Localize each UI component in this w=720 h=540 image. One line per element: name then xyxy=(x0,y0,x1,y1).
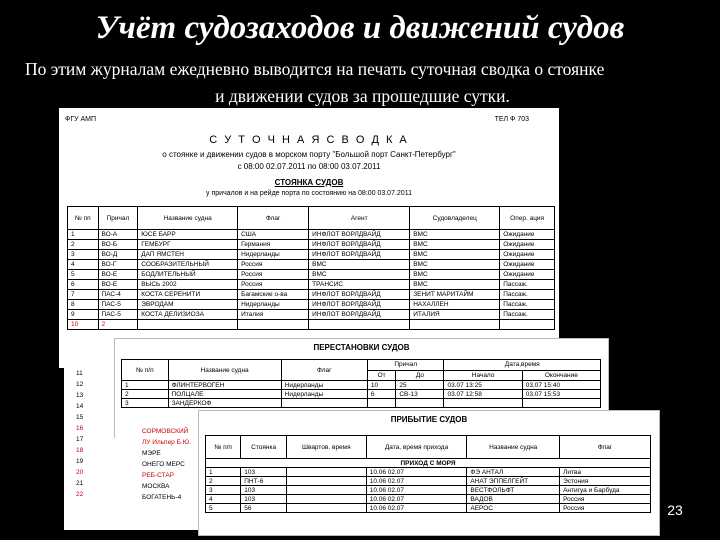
table-cell xyxy=(286,504,366,513)
table-cell: Ожидание xyxy=(500,240,555,250)
table-cell: 03.07 12:58 xyxy=(444,390,522,399)
table-cell: 4 xyxy=(206,495,241,504)
col-header: № пп xyxy=(68,207,99,230)
table-cell xyxy=(286,486,366,495)
row-number: 11 xyxy=(76,370,83,377)
table-cell: Эстония xyxy=(560,477,651,486)
parking-table xyxy=(67,206,555,330)
table-row xyxy=(68,280,555,290)
table-cell: ЗАНДЕРКОФ xyxy=(168,399,281,408)
table-cell: 5 xyxy=(68,270,99,280)
table-cell: ВМС xyxy=(410,280,500,290)
table-row xyxy=(206,495,651,504)
col-header: Опер. ация xyxy=(500,207,555,230)
table-cell xyxy=(444,399,522,408)
table-cell: Германия xyxy=(238,240,309,250)
table-cell: Пассаж. xyxy=(500,300,555,310)
row-number: 13 xyxy=(76,392,84,399)
col-header: Судовладелец xyxy=(410,207,500,230)
doc-header-left: ФГУ АМП xyxy=(65,116,97,123)
col-header: Стоянка xyxy=(241,436,287,459)
table-cell: АНАТ ЭППЕЛГЕЙТ xyxy=(467,477,560,486)
table-cell: 10.06 02.07 xyxy=(366,486,467,495)
table-cell: ИНФЛОТ ВОРЛДВАЙД xyxy=(309,230,410,240)
table-cell: Багамские о-ва xyxy=(238,290,309,300)
table-cell: 2 xyxy=(206,477,241,486)
row-number: 21 xyxy=(76,480,84,487)
relocations-table-header xyxy=(122,360,601,371)
table-cell: 10.06 02.07 xyxy=(366,477,467,486)
table-cell: 2 xyxy=(122,390,169,399)
table-cell: Ожидание xyxy=(500,230,555,240)
table-cell xyxy=(238,320,309,330)
left-overflow-strip xyxy=(64,368,114,530)
col-header: Швартов. время xyxy=(286,436,366,459)
table-cell: КОСТА СЕРЕНИТИ xyxy=(138,290,238,300)
table-row xyxy=(122,381,601,390)
table-row xyxy=(68,230,555,240)
arrivals-subsection: ПРИХОД С МОРЯ xyxy=(206,459,651,468)
table-cell: ИНФЛОТ ВОРЛДВАЙД xyxy=(309,310,410,320)
table-cell: Ожидание xyxy=(500,250,555,260)
table-cell: 25 xyxy=(396,381,444,390)
table-cell: ИНФЛОТ ВОРЛДВАЙД xyxy=(309,300,410,310)
table-cell: ВМС xyxy=(410,240,500,250)
table-cell: ИТАЛИЯ xyxy=(410,310,500,320)
table-cell: Нидерланды xyxy=(281,390,367,399)
table-cell: Россия xyxy=(560,504,651,513)
table-cell: ЭВРОДАМ xyxy=(138,300,238,310)
table-cell: 5 xyxy=(206,504,241,513)
col-header: Дата, время прихода xyxy=(366,436,467,459)
row-name: РЕБ-СТАР xyxy=(142,472,175,479)
col-header: Флаг xyxy=(238,207,309,230)
table-cell: 2 xyxy=(98,320,138,330)
table-cell xyxy=(522,399,600,408)
table-cell: 9 xyxy=(68,310,99,320)
table-cell: 10 xyxy=(367,381,395,390)
table-cell: 10.06 02.07 xyxy=(366,504,467,513)
table-cell xyxy=(396,399,444,408)
table-cell: ПАС-5 xyxy=(98,310,138,320)
table-cell: Россия xyxy=(238,280,309,290)
table-cell: 4 xyxy=(68,260,99,270)
table-cell xyxy=(286,468,366,477)
table-cell: ПОЛЦАЛЕ xyxy=(168,390,281,399)
table-cell: ПАС-5 xyxy=(98,300,138,310)
table-cell: ТРАНСИС xyxy=(309,280,410,290)
subtitle-line-1: По этим журналам ежедневно выводится на печать суточная сводка о стоянке xyxy=(25,59,605,79)
table-cell: 1 xyxy=(68,230,99,240)
table-row xyxy=(68,270,555,280)
table-cell: Пассаж. xyxy=(500,310,555,320)
row-number: 20 xyxy=(76,469,84,476)
group-header: Дата,время xyxy=(444,360,601,371)
col-header: От xyxy=(367,370,395,381)
table-cell: ВМС xyxy=(410,250,500,260)
table-cell: ВАДОВ xyxy=(467,495,560,504)
table-cell: 10.06 02.07 xyxy=(366,495,467,504)
table-cell: ВЕСТФОЛЬФТ xyxy=(467,486,560,495)
summary-title: С У Т О Ч Н А Я С В О Д К А xyxy=(209,134,409,146)
table-cell: 56 xyxy=(241,504,287,513)
table-cell: 103 xyxy=(241,468,287,477)
table-row xyxy=(206,486,651,495)
table-cell: ВО-Г xyxy=(98,260,138,270)
slide-title: Учёт судозаходов и движений судов xyxy=(95,10,625,46)
relocations-section-title: ПЕРЕСТАНОВКИ СУДОВ xyxy=(313,343,410,352)
relocations-table xyxy=(121,359,601,408)
table-row xyxy=(68,310,555,320)
table-cell: 3 xyxy=(122,399,169,408)
row-number: 17 xyxy=(76,436,84,443)
row-number: 18 xyxy=(76,447,84,454)
table-cell: 7 xyxy=(68,290,99,300)
table-cell: ДАП ЯМСТЕН xyxy=(138,250,238,260)
slide-subtitle xyxy=(25,56,700,110)
table-cell: 1 xyxy=(206,468,241,477)
table-cell: Пассаж. xyxy=(500,280,555,290)
table-cell: ВЫСЬ 2002 xyxy=(138,280,238,290)
table-cell: Италия xyxy=(238,310,309,320)
table-cell: 103 xyxy=(241,486,287,495)
table-cell: ГЕМБУРГ xyxy=(138,240,238,250)
table-row xyxy=(68,290,555,300)
arrivals-table xyxy=(205,435,651,513)
table-cell: 10.06 02.07 xyxy=(366,468,467,477)
parking-section-title: СТОЯНКА СУДОВ xyxy=(274,178,344,187)
table-cell: Россия xyxy=(238,260,309,270)
table-cell: ЮСЕ БАРР xyxy=(138,230,238,240)
table-cell: 3 xyxy=(68,250,99,260)
table-cell xyxy=(286,495,366,504)
group-header: Причал xyxy=(367,360,444,371)
table-cell: Россия xyxy=(560,495,651,504)
table-cell: БОДЛИТЕЛЬНЫЙ xyxy=(138,270,238,280)
col-header: Название судна xyxy=(168,360,281,381)
table-cell: 1 xyxy=(122,381,169,390)
table-cell: ФЛИНТЕРВОГЕН xyxy=(168,381,281,390)
table-cell xyxy=(286,477,366,486)
table-cell: 8 xyxy=(68,300,99,310)
arrivals-document xyxy=(198,410,660,536)
left-names-strip xyxy=(114,428,198,530)
subtitle-line-2: и движении судов за прошедшие сутки. xyxy=(215,86,510,106)
table-row xyxy=(122,399,601,408)
table-cell: Ожидание xyxy=(500,270,555,280)
col-header: № п/п xyxy=(206,436,241,459)
arrivals-subsection-row xyxy=(206,459,651,468)
col-header: Окончание xyxy=(522,370,600,381)
table-row xyxy=(68,250,555,260)
doc-header-right: ТЕЛ Ф 703 xyxy=(494,116,529,123)
table-cell: ВО-Е xyxy=(98,280,138,290)
row-name: ОНЕГО МЕРС xyxy=(142,461,185,468)
table-cell: Нидерланды xyxy=(281,381,367,390)
table-cell: ВО-Б xyxy=(98,240,138,250)
table-cell: ВО-Д xyxy=(98,250,138,260)
summary-line-1: о стоянке и движении судов в морском порту "Большой порт Санкт-Петербург" xyxy=(162,150,456,159)
table-cell xyxy=(281,399,367,408)
table-cell: 6 xyxy=(367,390,395,399)
table-cell: ВМС xyxy=(410,230,500,240)
row-name: СОРМОВСКИЙ xyxy=(142,428,189,435)
row-number: 14 xyxy=(76,403,84,410)
table-cell: 03.07 13:25 xyxy=(444,381,522,390)
table-cell xyxy=(410,320,500,330)
table-row xyxy=(68,320,555,330)
table-cell: СВ-13 xyxy=(396,390,444,399)
col-header: Начало xyxy=(444,370,522,381)
col-header: Флаг xyxy=(560,436,651,459)
table-cell xyxy=(500,320,555,330)
row-name: ЛУ Ильпер Б.Ю. xyxy=(142,439,192,446)
row-number: 12 xyxy=(76,381,84,388)
table-cell: 103 xyxy=(241,495,287,504)
parking-table-header xyxy=(68,207,555,230)
table-cell: ВО-А xyxy=(98,230,138,240)
table-cell: Пассаж. xyxy=(500,290,555,300)
summary-line-2: с 08:00 02.07.2011 по 08:00 03.07.2011 xyxy=(237,162,381,171)
table-cell: ПНТ-6 xyxy=(241,477,287,486)
table-cell: 3 xyxy=(206,486,241,495)
table-cell: ИНФЛОТ ВОРЛДВАЙД xyxy=(309,290,410,300)
arrivals-section-title: ПРИБЫТИЕ СУДОВ xyxy=(390,415,468,424)
table-cell: 10 xyxy=(68,320,99,330)
row-number: 22 xyxy=(76,491,84,498)
col-header: Название судна xyxy=(467,436,560,459)
page-number: 23 xyxy=(667,502,683,518)
table-cell: ВМС xyxy=(309,260,410,270)
row-name: МЭРЕ xyxy=(142,450,161,457)
col-header: До xyxy=(396,370,444,381)
table-cell: КОСТА ДЕЛИЗИОЗА xyxy=(138,310,238,320)
table-row xyxy=(206,477,651,486)
row-number: 19 xyxy=(76,458,84,465)
table-row xyxy=(206,504,651,513)
table-cell: Литва xyxy=(560,468,651,477)
col-header: Флаг xyxy=(281,360,367,381)
table-cell: ВО-Е xyxy=(98,270,138,280)
table-cell: НАХАЛЛЕН xyxy=(410,300,500,310)
col-header: Название судна xyxy=(138,207,238,230)
col-header: Агент xyxy=(309,207,410,230)
row-name: БОГАТЕНЬ-4 xyxy=(142,494,182,501)
table-cell: ВМС xyxy=(309,270,410,280)
table-cell: АЕРОС xyxy=(467,504,560,513)
table-cell: Антигуа и Барбуда xyxy=(560,486,651,495)
row-name: МОСКВА xyxy=(142,483,170,490)
table-cell: ИНФЛОТ ВОРЛДВАЙД xyxy=(309,240,410,250)
table-cell: 6 xyxy=(68,280,99,290)
table-cell: США xyxy=(238,230,309,240)
table-cell xyxy=(367,399,395,408)
table-cell: ВМС xyxy=(410,270,500,280)
table-row xyxy=(68,240,555,250)
row-number: 16 xyxy=(76,425,84,432)
table-cell: ИНФЛОТ ВОРЛДВАЙД xyxy=(309,250,410,260)
table-cell: Нидерланды xyxy=(238,300,309,310)
table-cell: Ожидание xyxy=(500,260,555,270)
table-cell: Нидерланды xyxy=(238,250,309,260)
table-row xyxy=(206,468,651,477)
table-row xyxy=(68,260,555,270)
table-row xyxy=(68,300,555,310)
table-cell xyxy=(138,320,238,330)
table-cell: 03.07 15:53 xyxy=(522,390,600,399)
table-cell: ВМС xyxy=(410,260,500,270)
table-cell: ЗЕНИТ МАРИТАЙМ xyxy=(410,290,500,300)
table-cell: ПАС-4 xyxy=(98,290,138,300)
table-cell xyxy=(309,320,410,330)
parking-section-subtitle: у причалов и на рейде порта по состоянию на 08:00 03.07.2011 xyxy=(206,190,412,197)
arrivals-table-header xyxy=(206,436,651,459)
table-cell: ФЭ АНТАЛ xyxy=(467,468,560,477)
col-header: № п/п xyxy=(122,360,169,381)
table-cell: 2 xyxy=(68,240,99,250)
col-header: Причал xyxy=(98,207,138,230)
daily-summary-document xyxy=(59,108,559,368)
row-number: 15 xyxy=(76,414,84,421)
table-row xyxy=(122,390,601,399)
table-cell: 03.07 15:40 xyxy=(522,381,600,390)
table-cell: Россия xyxy=(238,270,309,280)
table-cell: СООБРАЗИТЕЛЬНЫЙ xyxy=(138,260,238,270)
